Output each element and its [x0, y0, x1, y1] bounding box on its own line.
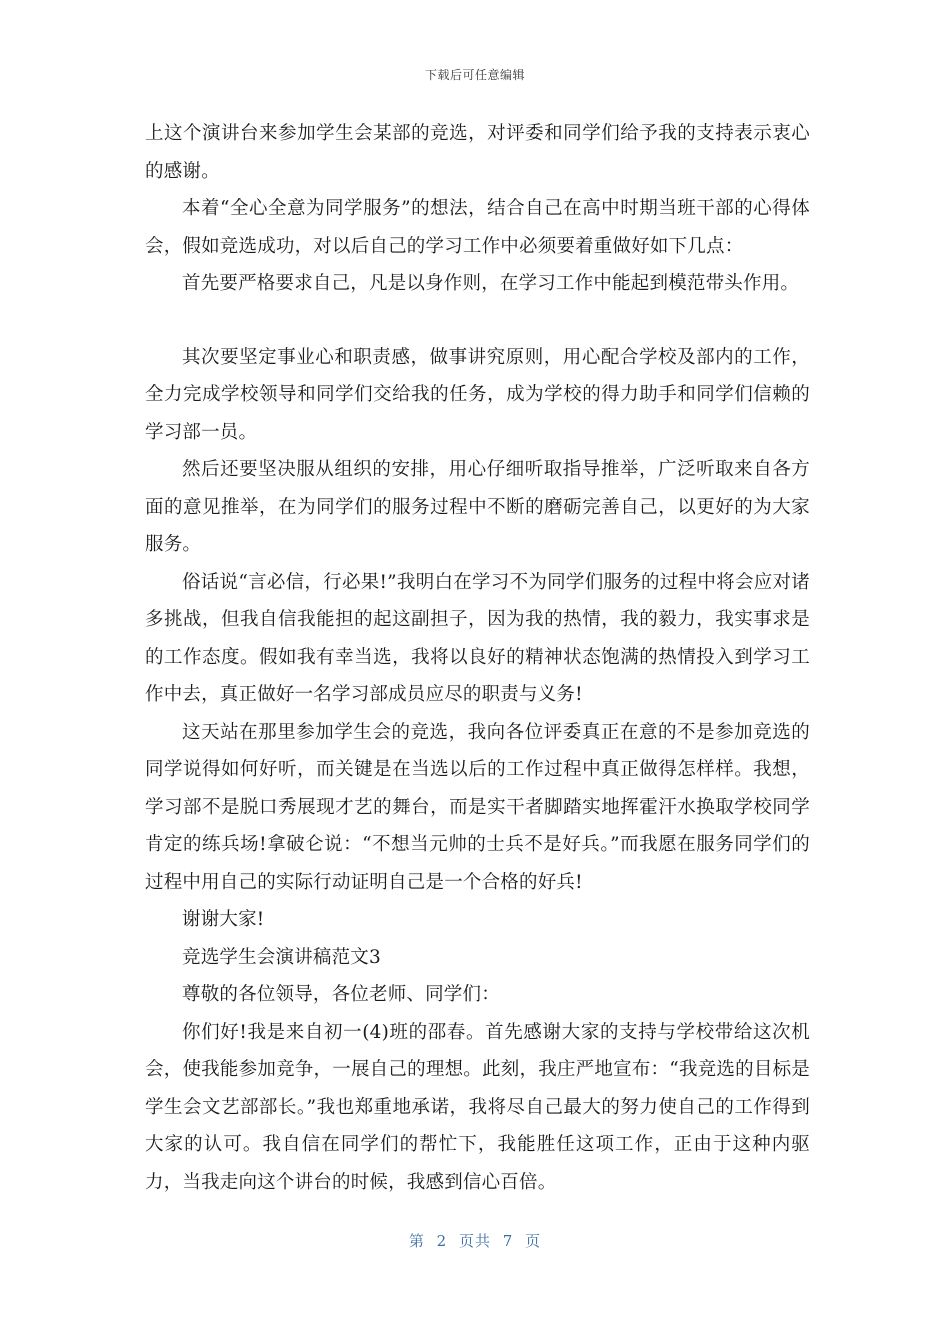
paragraph: 你们好!我是来自初一(4)班的邵春。首先感谢大家的支持与学校带给这次机会，使我能参加竞争，一展自己的理想。此刻，我庄严地宣布：“我竞选的目标是学生会文艺部部长。”我也郑重地承诺，我将尽自己最大的努力使自己的工作得到大家的认可。我自信在同学们的帮忙下，我能胜任这项工作，正由于这种内驱力，当我走向这个讲台的时候，我感到信心百倍。 — [145, 1021, 810, 1193]
section-title: 竞选学生会演讲稿范文3 — [182, 946, 381, 968]
salutation: 尊敬的各位领导，各位老师、同学们： — [182, 984, 500, 1005]
paragraph: 这天站在那里参加学生会的竞选，我向各位评委真正在意的不是参加竞选的同学说得如何好听，而关键是在当选以后的工作过程中真正做得怎样样。我想，学习部不是脱口秀展现才艺的舞台，而是实干者脚踏实地挥霍汗水换取学校同学肯定的练兵场!拿破仑说：“不想当元帅的士兵不是好兵。”而我愿在服务同学们的过程中用自己的实际行动证明自己是一个合格的好兵! — [145, 721, 810, 893]
page-number-footer: 第 2 页共 7 页 — [408, 1232, 542, 1250]
paragraph-gap — [145, 303, 810, 339]
page-header: 下载后可任意编辑 — [424, 68, 525, 82]
document-body — [145, 115, 810, 1201]
paragraph: 俗话说“言必信，行必果!”我明白在学习不为同学们服务的过程中将会应对诸多挑战，但我自信我能担的起这副担子，因为我的热情，我的毅力，我实事求是的工作态度。假如我有幸当选，我将以良好的精神状态饱满的热情投入到学习工作中去，真正做好一名学习部成员应尽的职责与义务! — [145, 571, 810, 705]
paragraph: 首先要严格要求自己，凡是以身作则，在学习工作中能起到模范带头作用。 — [182, 273, 800, 294]
paragraph: 本着“全心全意为同学服务”的想法，结合自己在高中时期当班干部的心得体会，假如竞选成功，对以后自己的学习工作中必须要着重做好如下几点： — [145, 198, 810, 257]
paragraph-continuation: 上这个演讲台来参加学生会某部的竞选，对评委和同学们给予我的支持表示衷心的感谢。 — [145, 123, 810, 182]
paragraph: 然后还要坚决服从组织的安排，用心仔细听取指导推举，广泛听取来自各方面的意见推举，在为同学们的服务过程中不断的磨砺完善自己，以更好的为大家服务。 — [145, 459, 810, 555]
paragraph: 其次要坚定事业心和职责感，做事讲究原则，用心配合学校及部内的工作，全力完成学校领导和同学们交给我的任务，成为学校的得力助手和同学们信赖的学习部一员。 — [145, 346, 810, 443]
paragraph-thanks: 谢谢大家! — [182, 909, 265, 930]
